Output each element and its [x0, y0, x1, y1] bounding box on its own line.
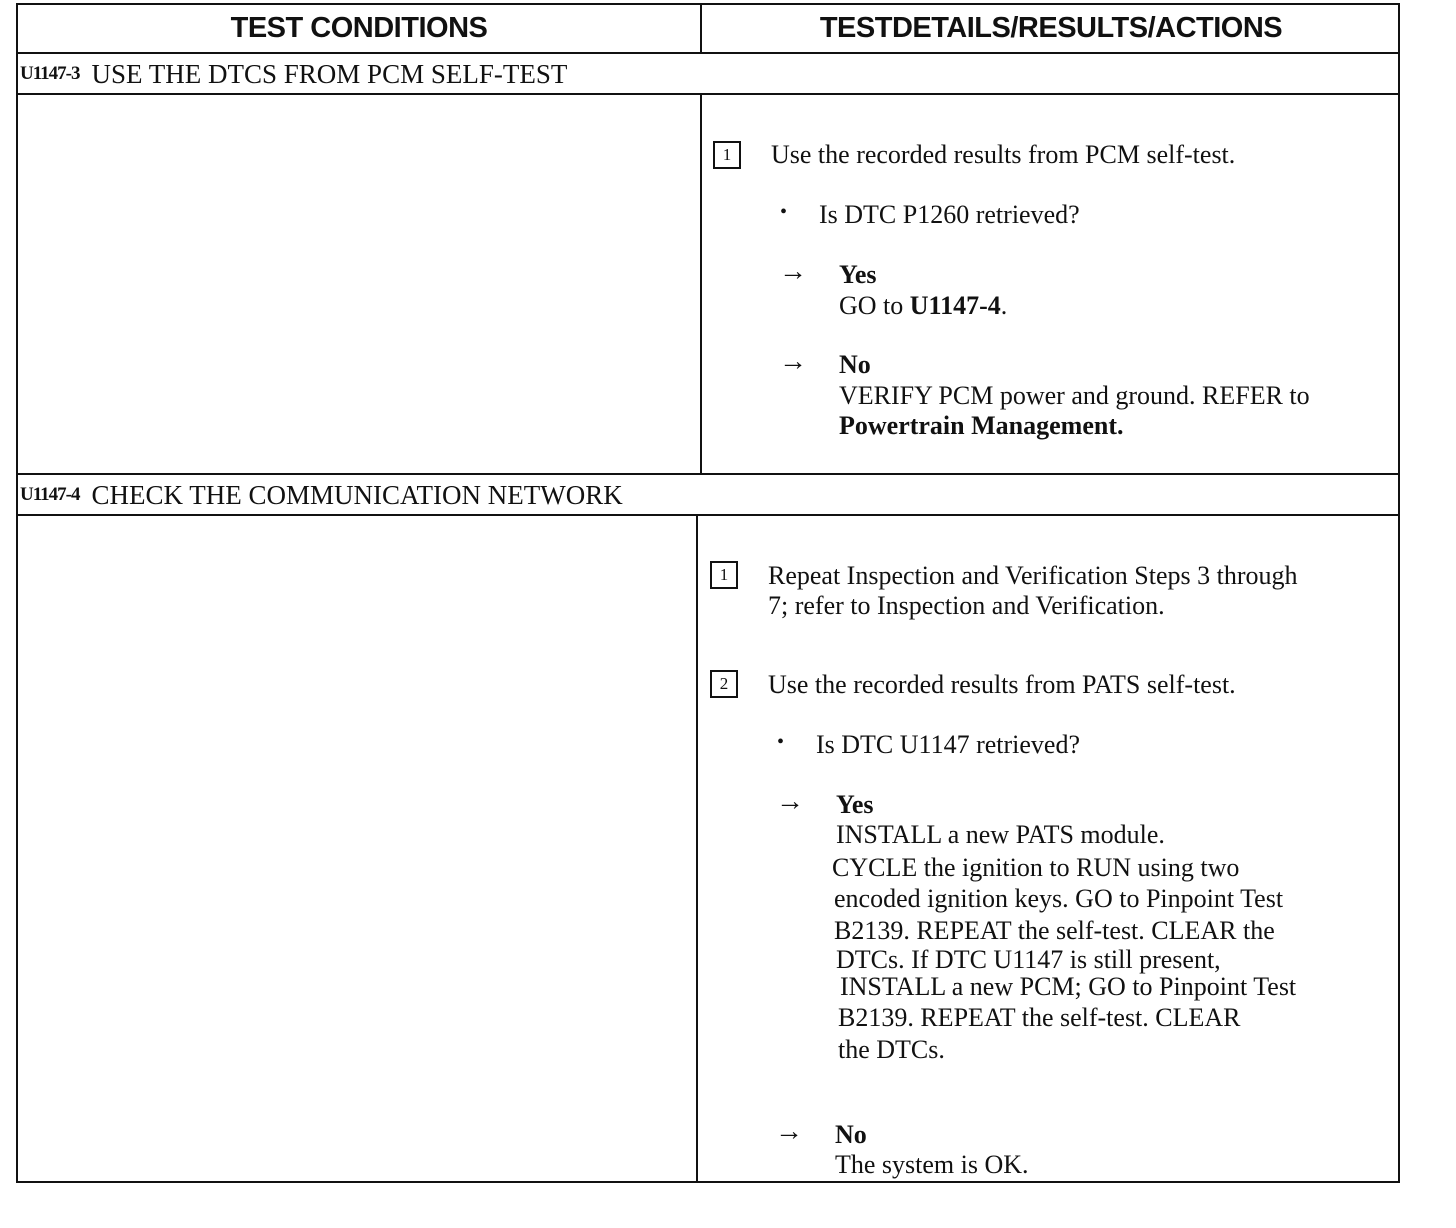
section2-step1-line2: 7; refer to Inspection and Verification. [768, 591, 1165, 620]
section1-no-arrow-icon: → [779, 346, 807, 377]
section2-column-divider [696, 514, 698, 1183]
section1-no-label: No [839, 350, 871, 379]
section1-code: U1147-3 [20, 63, 80, 84]
section2-yes-line: the DTCs. [838, 1035, 945, 1064]
section2-yes-label: Yes [836, 790, 874, 819]
section2-step2-box: 2 [710, 670, 738, 698]
section2-yes-line: CYCLE the ignition to RUN using two [832, 853, 1240, 882]
section2-step1-line1: Repeat Inspection and Verification Steps 3 through [768, 561, 1298, 590]
header-test-conditions: TEST CONDITIONS [230, 11, 488, 44]
section2-no-label: No [835, 1120, 867, 1149]
section2-bullet-icon: • [777, 731, 785, 753]
section1-yes-ref: U1147-4 [909, 291, 1001, 320]
section2-title: CHECK THE COMMUNICATION NETWORK [91, 479, 623, 510]
section2-yes-line: B2139. REPEAT the self-test. CLEAR [838, 1003, 1241, 1032]
section2-yes-line: encoded ignition keys. GO to Pinpoint Test [834, 884, 1284, 913]
section2-yes-line: INSTALL a new PCM; GO to Pinpoint Test [840, 972, 1297, 1001]
section1-yes-arrow-icon: → [779, 256, 807, 287]
section1-yes-prefix: GO to [839, 291, 910, 320]
section1-bullet-icon: • [780, 201, 788, 223]
section1-no-line1: VERIFY PCM power and ground. REFER to [839, 381, 1310, 410]
section1-no-ref: Powertrain Management. [839, 411, 1124, 440]
section2-no-arrow-icon: → [775, 1116, 803, 1147]
section2-yes-line: B2139. REPEAT the self-test. CLEAR the [834, 916, 1275, 945]
section2-yes-arrow-icon: → [776, 786, 804, 817]
section1-step1-box: 1 [713, 141, 741, 169]
section1-title: USE THE DTCS FROM PCM SELF-TEST [91, 58, 568, 89]
section1-question: Is DTC P1260 retrieved? [819, 200, 1080, 229]
section1-yes-action [839, 290, 1007, 321]
section2-code: U1147-4 [20, 484, 80, 505]
section2-yes-line: INSTALL a new PATS module. [836, 820, 1165, 849]
section1-yes-suffix: . [1000, 291, 1008, 320]
section2-step1-box: 1 [710, 561, 738, 589]
section2-yes-line: DTCs. If DTC U1147 is still present, [836, 945, 1221, 974]
header-test-details: TESTDETAILS/RESULTS/ACTIONS [819, 11, 1283, 44]
section2-step2-text: Use the recorded results from PATS self-test. [768, 670, 1236, 699]
section1-yes-label: Yes [839, 260, 877, 289]
section1-title-row [20, 54, 567, 94]
section1-column-divider [700, 93, 702, 474]
section2-title-row [20, 475, 623, 515]
section2-no-text: The system is OK. [835, 1150, 1029, 1179]
section1-step1-text: Use the recorded results from PCM self-test. [771, 140, 1236, 169]
section2-question: Is DTC U1147 retrieved? [816, 730, 1081, 759]
